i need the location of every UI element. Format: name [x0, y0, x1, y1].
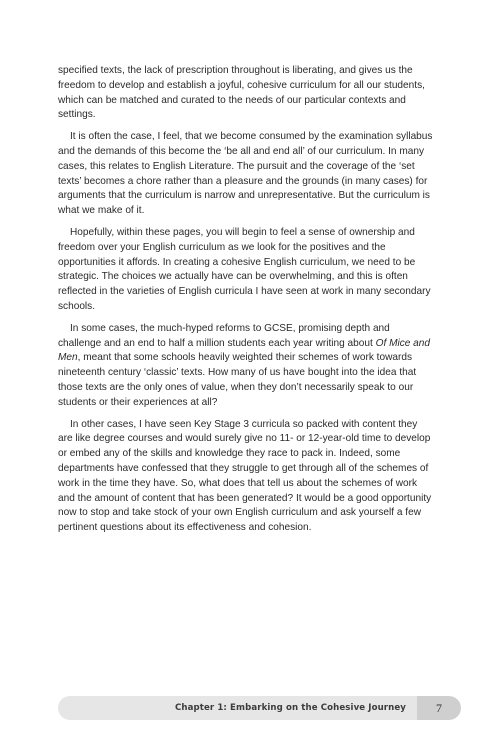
page-footer [58, 696, 461, 720]
chapter-title: Chapter 1: Embarking on the Cohesive Journey [175, 703, 406, 713]
paragraph-4-text-before: In some cases, the much-hyped reforms to GCSE, promising depth and challenge and an end to half a million students each year writing about [58, 322, 390, 349]
paragraph-3: Hopefully, within these pages, you will begin to feel a sense of ownership and freedom over your English curriculum as we look for the positives and the opportunities it affords. In creating a cohesive English curriculum, we need to be strategic. The choices we actually have can be overwhelming, and this is often reflected in the varieties of English curricula I have seen at work in many secondary schools. [58, 226, 431, 312]
book-title: Of Mice and Men [58, 337, 431, 364]
paragraph-4-text-after: , meant that some schools heavily weighted their schemes of work towards nineteenth century ‘classic’ texts. How many of us have bought into the idea that those texts are the only ones of value, when they don’t necessarily speak to our students or their experiences at all? [58, 352, 417, 408]
page-body [58, 64, 434, 543]
paragraph-1: specified texts, the lack of prescription throughout is liberating, and gives us the freedom to develop and establish a joyful, cohesive curriculum for all our students, which can be matched and curated to the needs of our particular contexts and settings. [58, 65, 425, 121]
paragraph-2: It is often the case, I feel, that we become consumed by the examination syllabus and the demands of this become the ‘be all and end all’ of our curriculum. In many cases, this relates to English Literature. The pursuit and the coverage of the ‘set texts’ becomes a chore rather than a pleasure and the grounds (in many cases) for arguments that the curriculum is narrow and unrepresentative. But the curriculum is what we make of it. [58, 131, 433, 217]
paragraph-4 [58, 322, 434, 411]
paragraph-5: In other cases, I have seen Key Stage 3 curricula so packed with content they are like degree courses and would surely give no 11- or 12-year-old time to develop or embed any of the skills and knowledge they race to pack in. Indeed, some departments have confessed that they struggle to get through all of the schemes of work in the time they have. So, what does that tell us about the schemes of work and the amount of content that has been generated? It would be a good opportunity now to stop and take stock of your own English curriculum and ask yourself a few pertinent questions about its effectiveness and cohesion. [58, 418, 432, 534]
page-number: 7 [417, 696, 461, 720]
